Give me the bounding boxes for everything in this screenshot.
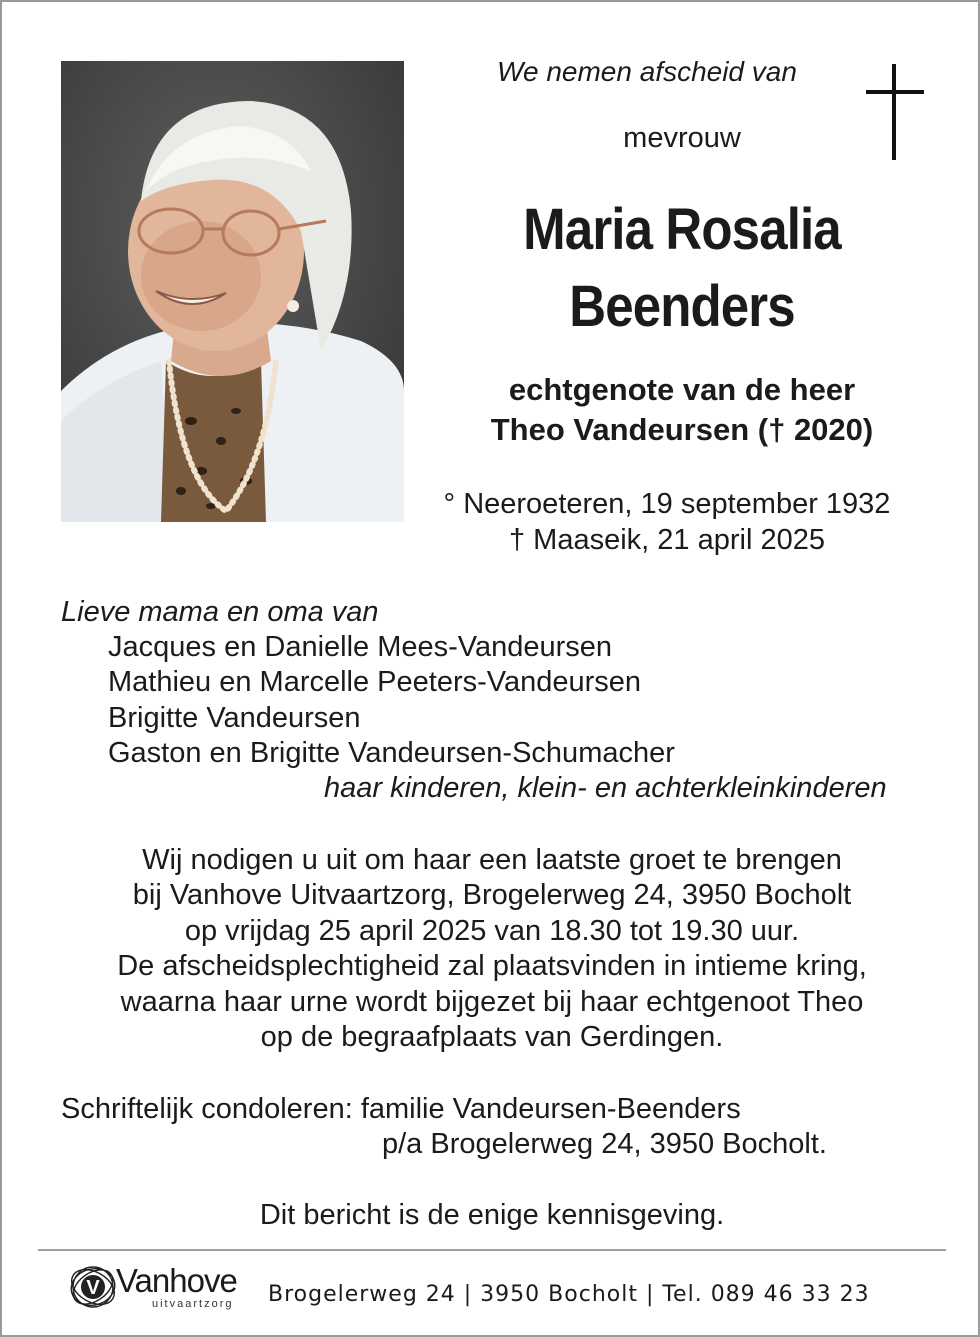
logo-letter: V — [86, 1277, 100, 1299]
child-line: Jacques en Danielle Mees-Vandeursen — [108, 631, 613, 663]
deceased-name-last: Beenders — [569, 274, 795, 339]
logo-name: Vanhove — [116, 1262, 237, 1299]
notice-text: Dit bericht is de enige kennisgeving. — [259, 1199, 725, 1231]
deceased-name-first: Maria Rosalia — [523, 197, 841, 262]
death-date: † Maaseik, 21 april 2025 — [509, 524, 825, 556]
footer-contact: Brogelerweg 24 | 3950 Bocholt | Tel. 089 46 33 23 — [268, 1282, 870, 1307]
portrait-photo — [61, 61, 404, 522]
child-line: Gaston en Brigitte Vandeursen-Schumacher — [108, 737, 675, 769]
invitation-line: Wij nodigen u uit om haar een laatste groet te brengen — [142, 844, 842, 876]
spouse-line-1: echtgenote van de heer — [508, 372, 856, 407]
family-heading: Lieve mama en oma van — [61, 596, 379, 628]
logo-scribble-icon — [66, 1260, 120, 1314]
invitation-line: waarna haar urne wordt bijgezet bij haar echtgenoot Theo — [120, 986, 864, 1018]
birth-date: ° Neeroeteren, 19 september 1932 — [443, 488, 891, 520]
invitation-line: op vrijdag 25 april 2025 van 18.30 tot 19.30 uur. — [184, 915, 800, 947]
intro-text: We nemen afscheid van — [497, 56, 797, 87]
spouse-line-2: Theo Vandeursen († 2020) — [490, 412, 874, 447]
child-line: Mathieu en Marcelle Peeters-Vandeursen — [108, 666, 642, 698]
condolence-line-2: p/a Brogelerweg 24, 3950 Bocholt. — [382, 1128, 827, 1160]
invitation-line: bij Vanhove Uitvaartzorg, Brogelerweg 24, 3950 Bocholt — [132, 879, 852, 911]
invitation-line: De afscheidsplechtigheid zal plaatsvinden in intieme kring, — [117, 950, 867, 982]
salutation: mevrouw — [623, 122, 741, 154]
invitation-line: op de begraafplaats van Gerdingen. — [260, 1021, 724, 1053]
grandchildren-line: haar kinderen, klein- en achterkleinkinderen — [324, 772, 887, 804]
child-line: Brigitte Vandeursen — [108, 702, 361, 734]
footer-divider — [38, 1249, 946, 1251]
condolence-line-1: Schriftelijk condoleren: familie Vandeursen-Beenders — [61, 1093, 741, 1125]
vanhove-logo — [66, 1260, 251, 1320]
logo-subtitle: uitvaartzorg — [152, 1298, 234, 1310]
